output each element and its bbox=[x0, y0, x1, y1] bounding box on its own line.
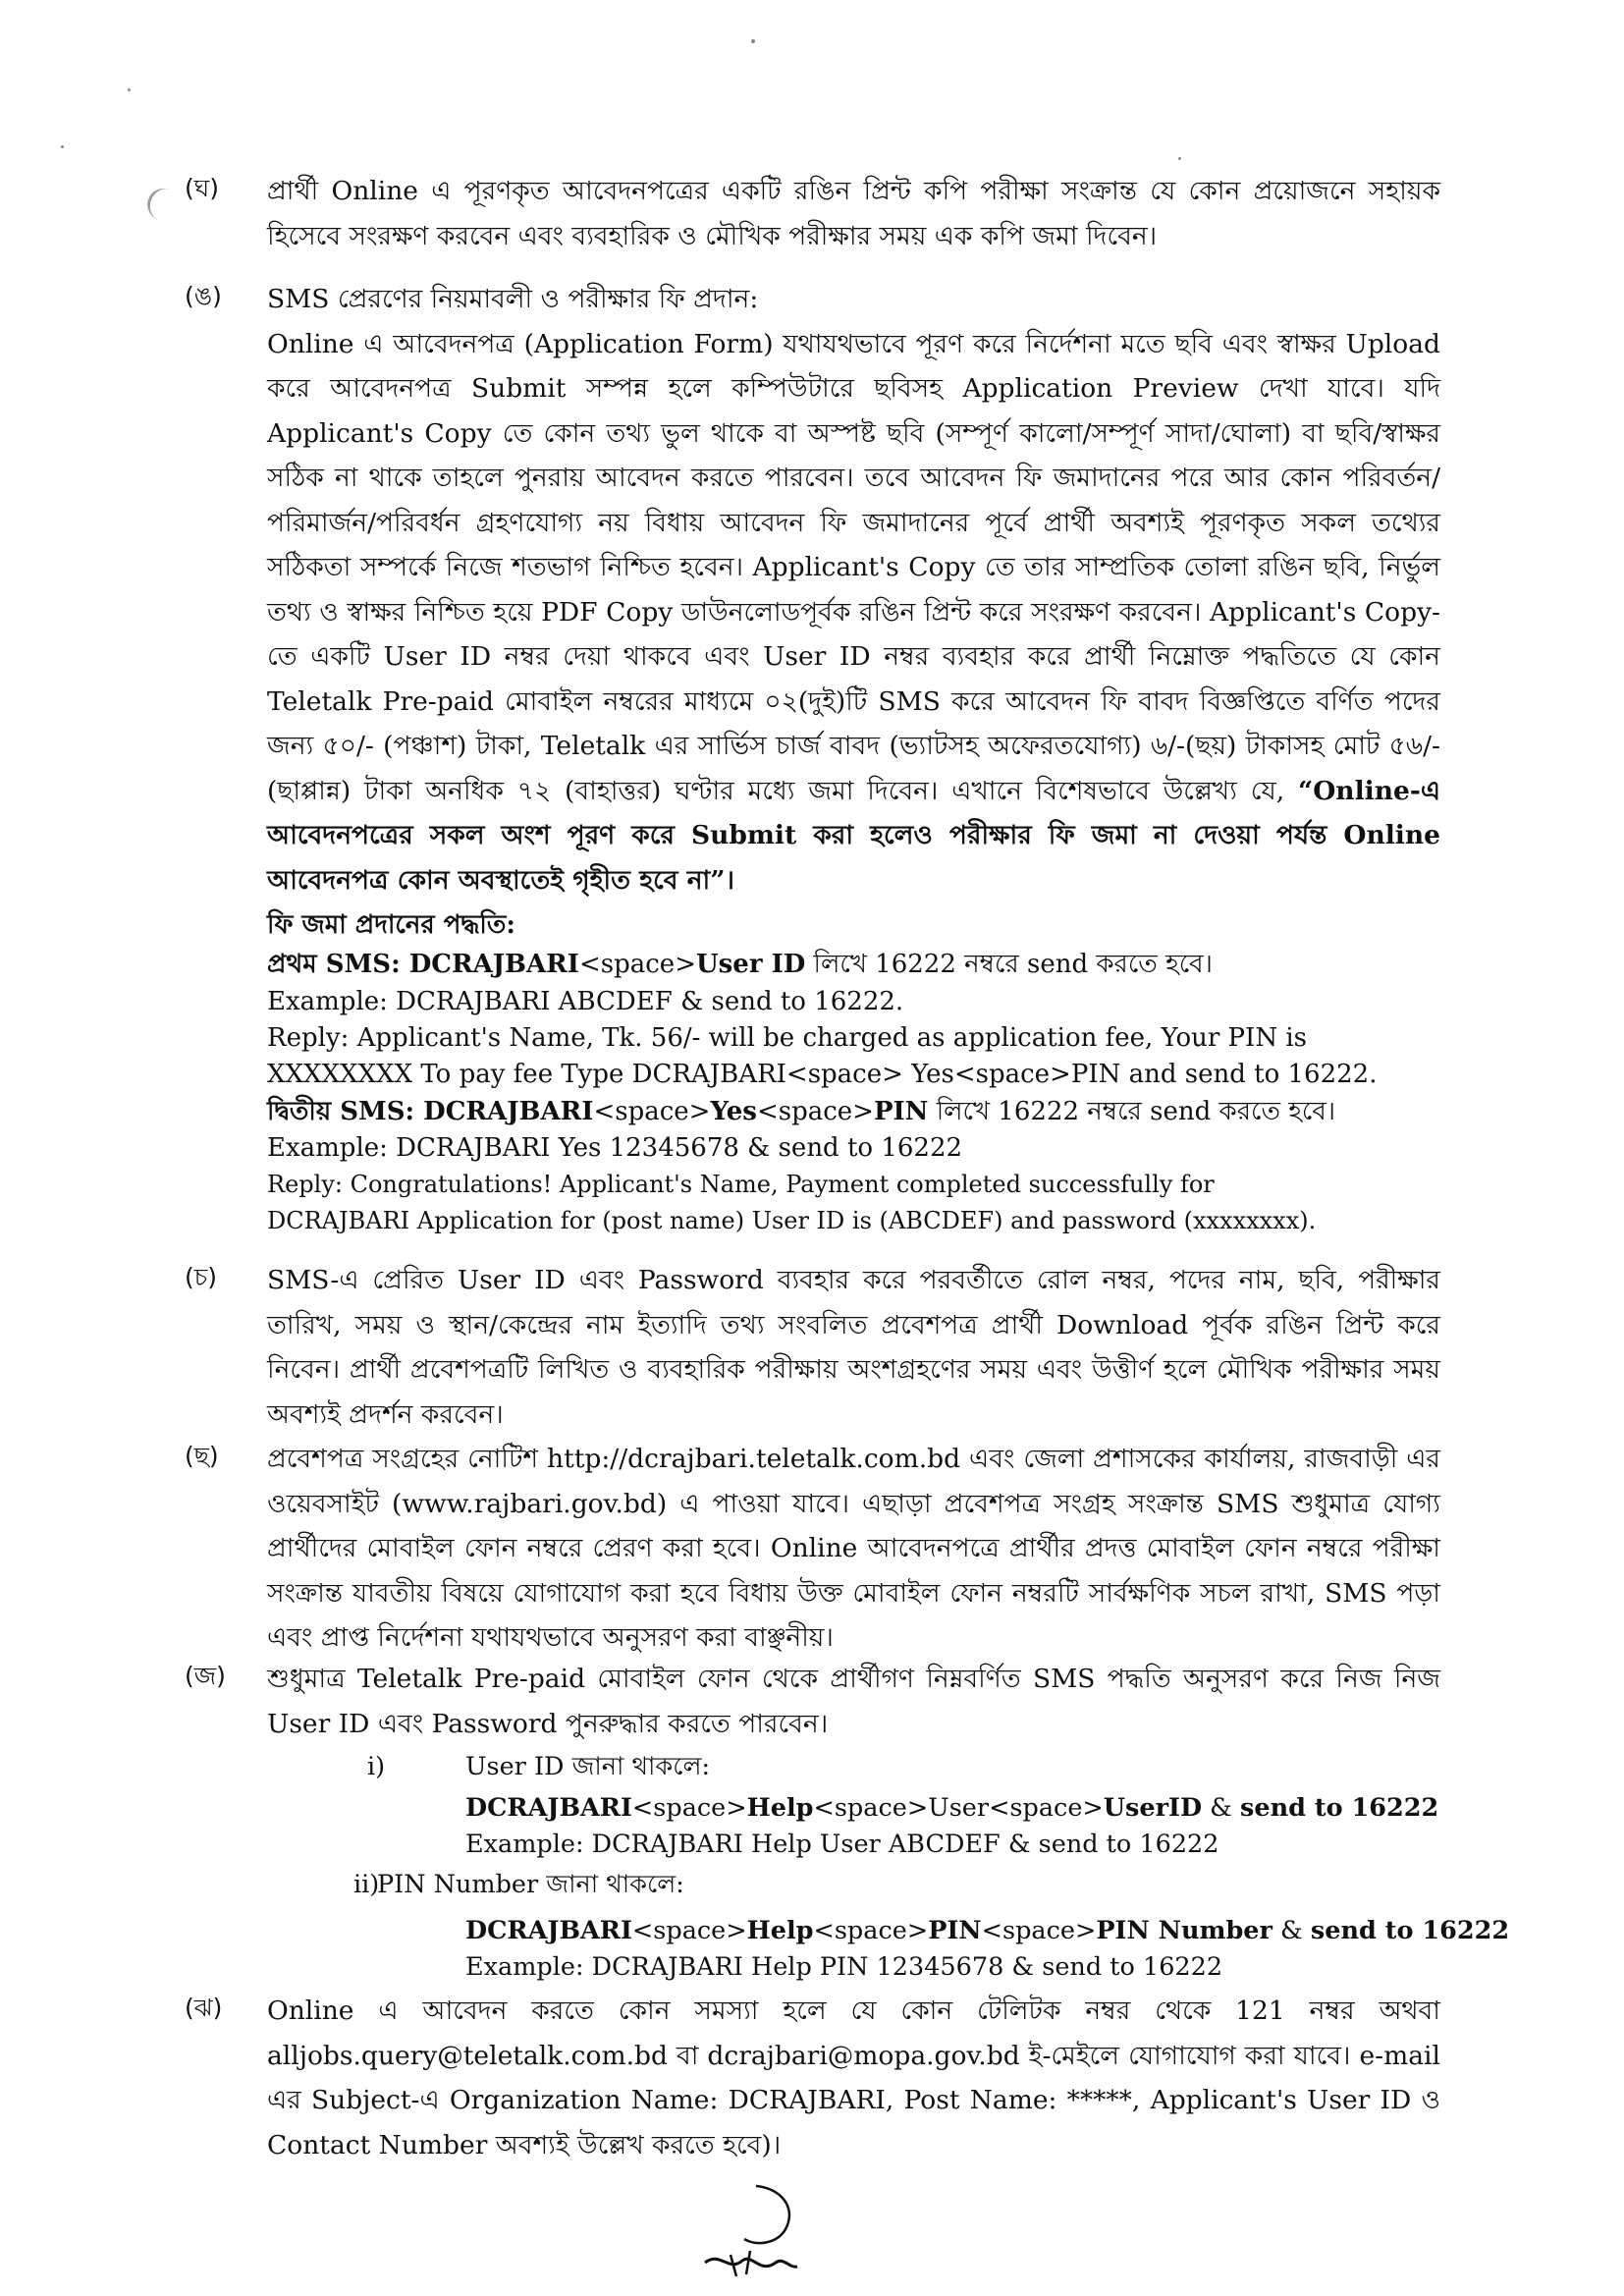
cmd-space: <space> bbox=[631, 1793, 747, 1823]
ja-ii-command bbox=[465, 1912, 1509, 1949]
section-text: SMS-এ প্রেরিত User ID এবং Password ব্যবহার করে পরবর্তীতে রোল নম্বর, পদের নাম, ছবি, পরীক্ষার তারিখ, সময় ও স্থান/কেন্দ্রের নাম ইত্যাদি তথ্য সংবলিত প্রবেশপত্র প্রার্থী Download পূর্বক রঙিন প্রিন্ট করে নিবেন। প্রার্থী প্রবেশপত্রটি লিখিত ও ব্যবহারিক পরীক্ষায় অংশগ্রহণের সময় এবং উত্তীর্ণ হলে মৌখিক পরীক্ষার সময় অবশ্যই প্রদর্শন করবেন। bbox=[267, 1265, 1440, 1430]
reply1-b: XXXXXXXX To pay fee Type DCRAJBARI<space> Yes<space>PIN and send to 16222. bbox=[267, 1060, 1378, 1089]
section-chha bbox=[185, 1437, 1440, 1661]
section-number: (ঙ) bbox=[185, 282, 222, 310]
section-number: (ছ) bbox=[185, 1442, 219, 1470]
sms2-space2: <space> bbox=[756, 1097, 874, 1126]
section-gha bbox=[185, 169, 1440, 258]
sms2-pin: PIN bbox=[873, 1097, 929, 1126]
scan-speck bbox=[751, 39, 755, 43]
scan-speck bbox=[1178, 157, 1181, 160]
example2: Example: DCRAJBARI Yes 12345678 & send to 16222 bbox=[267, 1133, 963, 1163]
scan-speck bbox=[61, 145, 64, 148]
section-jha bbox=[185, 1989, 1440, 2167]
cmd-space: <space> bbox=[813, 1793, 929, 1823]
sms2-space1: <space> bbox=[593, 1097, 711, 1126]
sms1-line bbox=[267, 945, 1440, 984]
sms2-tail: লিখে 16222 নম্বরে send করতে হবে। bbox=[928, 1097, 1336, 1126]
section-text: প্রার্থী Online এ পূরণকৃত আবেদনপত্রের একটি রঙিন প্রিন্ট কপি পরীক্ষা সংক্রান্ত যে কোন প্রয়োজনে সহায়ক হিসেবে সংরক্ষণ করবেন এবং ব্যবহারিক ও মৌখিক পরীক্ষার সময় এক কপি জমা দিবেন। bbox=[267, 176, 1440, 251]
signature bbox=[687, 2178, 815, 2296]
ja-ii-example: Example: DCRAJBARI Help PIN 12345678 & send to 16222 bbox=[465, 1952, 1223, 1982]
reply2-b: DCRAJBARI Application for (post name) User ID is (ABCDEF) and password (xxxxxxxx). bbox=[267, 1207, 1317, 1234]
reply1-a: Reply: Applicant's Name, Tk. 56/- will be charged as application fee, Your PIN is bbox=[267, 1023, 1307, 1053]
cmd-space: <space> bbox=[989, 1793, 1104, 1823]
section-body bbox=[267, 322, 1440, 903]
cmd-part: DCRAJBARI bbox=[465, 1793, 632, 1823]
example1: Example: DCRAJBARI ABCDEF & send to 16222. bbox=[267, 987, 904, 1016]
sms1-space: <space> bbox=[578, 950, 696, 979]
cmd-space: <space> bbox=[813, 1916, 929, 1945]
cmd-part: Help bbox=[746, 1916, 814, 1945]
fee-procedure bbox=[267, 905, 1440, 1239]
ja-i-example: Example: DCRAJBARI Help User ABCDEF & send to 16222 bbox=[465, 1830, 1219, 1859]
cmd-part: send to 16222 bbox=[1240, 1793, 1439, 1823]
sms1-label: প্রথম SMS: DCRAJBARI bbox=[267, 950, 579, 979]
sms2-label: দ্বিতীয় SMS: DCRAJBARI bbox=[267, 1097, 594, 1126]
ja-ii-label: ii) bbox=[353, 1870, 380, 1899]
sms2-yes: Yes bbox=[710, 1097, 757, 1126]
section-number: (ঝ) bbox=[185, 1994, 223, 2022]
ja-ii-text: PIN Number জানা থাকলে: bbox=[377, 1870, 684, 1899]
sms1-tail: লিখে 16222 নম্বরে send করতে হবে। bbox=[805, 950, 1213, 979]
section-number: (ঘ) bbox=[185, 174, 219, 202]
body-text: Online এ আবেদনপত্র (Application Form) যথাযথভাবে পূরণ করে নির্দেশনা মতে ছবি এবং স্বাক্ষর Upload করে আবেদনপত্র Submit সম্পন্ন হলে কম্পিউটারে ছবিসহ Application Preview দেখা যাবে। যদি Applicant's Copy তে কোন তথ্য ভুল থাকে বা অস্পষ্ট ছবি (সম্পূর্ণ কালো/সম্পূর্ণ সাদা/ঘোলা) বা ছবি/স্বাক্ষর সঠিক না থাকে তাহলে পুনরায় আবেদন করতে পারবেন। তবে আবেদন ফি জমাদানের পরে আর কোন পরিবর্তন/পরিমার্জন/পরিবর্ধন গ্রহণযোগ্য নয় বিধায় আবেদন ফি জমাদানের পূর্বে প্রার্থী অবশ্যই পূরণকৃত সকল তথ্যের সঠিকতা সম্পর্কে নিজে শতভাগ নিশ্চিত হবেন। Applicant's Copy তে তার সাম্প্রতিক তোলা রঙিন ছবি, নির্ভুল তথ্য ও স্বাক্ষর নিশ্চিত হয়ে PDF Copy ডাউনলোডপূর্বক রঙিন প্রিন্ট করে সংরক্ষণ করবেন। Applicant's Copy-তে একটি User ID নম্বর দেয়া থাকবে এবং User ID নম্বর ব্যবহার করে প্রার্থী নিম্নোক্ত পদ্ধতিতে যে কোন Teletalk Pre-paid মোবাইল নম্বরের মাধ্যমে ০২(দুই)টি SMS করে আবেদন ফি বাবদ বিজ্ঞপ্তিতে বর্ণিত পদের জন্য ৫০/- (পঞ্চাশ) টাকা, Teletalk এর সার্ভিস চার্জ বাবদ (ভ্যাটসহ অফেরতযোগ্য) ৬/-(ছয়) টাকাসহ মোট ৫৬/- (ছাপ্পান্ন) টাকা অনধিক ৭২ (বাহাত্তর) ঘণ্টার মধ্যে জমা দিবেন। এখানে বিশেষভাবে উল্লেখ্য যে, bbox=[267, 328, 1440, 806]
section-number: (চ) bbox=[185, 1263, 217, 1291]
section-number: (জ) bbox=[185, 1662, 226, 1690]
sms2-line bbox=[267, 1093, 1440, 1130]
section-text: প্রবেশপত্র সংগ্রহের নোটিশ http://dcrajbari.teletalk.com.bd এবং জেলা প্রশাসকের কার্যালয়, রাজবাড়ী এর ওয়েবসাইট (www.rajbari.gov.bd) এ পাওয়া যাবে। এছাড়া প্রবেশপত্র সংগ্রহ সংক্রান্ত SMS শুধুমাত্র যোগ্য প্রার্থীদের মোবাইল ফোন নম্বরে প্রেরণ করা হবে। Online আবেদনপত্রে প্রার্থীর প্রদত্ত মোবাইল ফোন নম্বরে পরীক্ষা সংক্রান্ত যাবতীয় বিষয়ে যোগাযোগ করা হবে বিধায় উক্ত মোবাইল ফোন নম্বরটি সার্বক্ষণিক সচল রাখা, SMS পড়া এবং প্রাপ্ত নির্দেশনা যথাযথভাবে অনুসরণ করা বাঞ্ছনীয়। bbox=[267, 1444, 1440, 1653]
reply2-a: Reply: Congratulations! Applicant's Name, Payment completed successfully for bbox=[267, 1171, 1215, 1198]
cmd-amp: & bbox=[1272, 1916, 1311, 1945]
cmd-part: Help bbox=[746, 1793, 814, 1823]
emphasis-text: “Online-এ আবেদনপত্রের সকল অংশ পূরণ করে Submit করা হলেও পরীক্ষার ফি জমা না দেওয়া পর্যন্ত Online আবেদনপত্র কোন অবস্থাতেই গৃহীত হবে না”। bbox=[267, 775, 1440, 896]
sms1-userid: User ID bbox=[695, 950, 806, 979]
section-ja bbox=[185, 1657, 1440, 1746]
cmd-space: <space> bbox=[981, 1916, 1097, 1945]
scan-speck bbox=[128, 88, 131, 91]
cmd-part: UserID bbox=[1103, 1793, 1203, 1823]
cmd-part: User bbox=[928, 1793, 990, 1823]
ja-i-label: i) bbox=[367, 1752, 386, 1781]
ja-i-text: User ID জানা থাকলে: bbox=[465, 1752, 711, 1781]
fee-heading: ফি জমা প্রদানের পদ্ধতি: bbox=[267, 910, 515, 940]
cmd-part: send to 16222 bbox=[1310, 1916, 1510, 1945]
ja-i-command bbox=[465, 1789, 1438, 1827]
section-heading: SMS প্রেরণের নিয়মাবলী ও পরীক্ষার ফি প্রদান: bbox=[267, 284, 759, 314]
scan-mark bbox=[142, 184, 188, 228]
section-cha bbox=[185, 1258, 1440, 1437]
cmd-amp: & bbox=[1202, 1793, 1240, 1823]
cmd-part: DCRAJBARI bbox=[465, 1916, 632, 1945]
cmd-part: PIN Number bbox=[1096, 1916, 1272, 1945]
section-umo bbox=[185, 277, 1440, 902]
section-text: Online এ আবেদন করতে কোন সমস্যা হলে যে কোন টেলিটক নম্বর থেকে 121 নম্বর অথবা alljobs.query@teletalk.com.bd বা dcrajbari@mopa.gov.bd ই-মেইলে যোগাযোগ করা যাবে। e-mail এর Subject-এ Organization Name: DCRAJBARI, Post Name: *****, Applicant's User ID ও Contact Number অবশ্যই উল্লেখ করতে হবে)। bbox=[267, 1995, 1440, 2160]
section-text: শুধুমাত্র Teletalk Pre-paid মোবাইল ফোন থেকে প্রার্থীগণ নিম্নবর্ণিত SMS পদ্ধতি অনুসরণ করে নিজ নিজ User ID এবং Password পুনরুদ্ধার করতে পারবেন। bbox=[267, 1664, 1440, 1739]
cmd-space: <space> bbox=[631, 1916, 747, 1945]
cmd-part: PIN bbox=[928, 1916, 982, 1945]
